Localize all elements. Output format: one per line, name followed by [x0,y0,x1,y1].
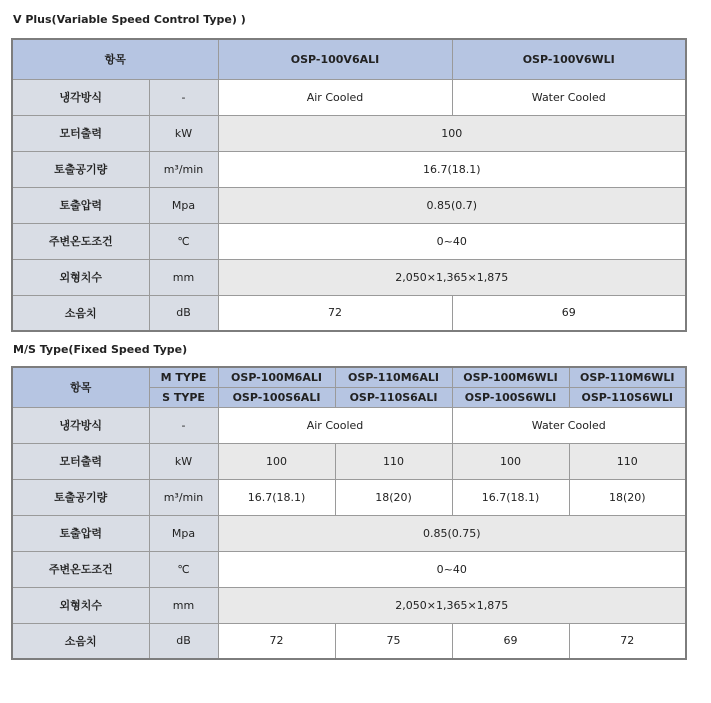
row-label: 냉각방식 [12,79,149,115]
row-value: 0~40 [218,223,686,259]
row-value: 100 [218,443,335,479]
table-row [12,115,686,151]
table-row [12,479,686,515]
row-value: 16.7(18.1) [452,479,569,515]
row-label: 토출공기량 [12,479,149,515]
row-unit: kW [149,115,218,151]
table-row [12,443,686,479]
table-row [12,407,686,443]
header-s-model: OSP-110S6WLI [569,387,686,407]
table-row [12,79,686,115]
row-unit: kW [149,443,218,479]
table-row [12,259,686,295]
table-row [12,551,686,587]
table-header-row-m [12,367,686,387]
row-label: 냉각방식 [12,407,149,443]
row-unit: Mpa [149,515,218,551]
header-item: 항목 [12,367,149,407]
row-label: 소음치 [12,623,149,659]
row-unit: dB [149,295,218,331]
row-label: 소음치 [12,295,149,331]
row-value: 110 [569,443,686,479]
row-value: 69 [452,295,686,331]
table-row [12,187,686,223]
row-value: 100 [218,115,686,151]
row-unit: Mpa [149,187,218,223]
table-row [12,623,686,659]
row-value: Air Cooled [218,407,452,443]
row-label: 외형치수 [12,587,149,623]
row-unit: ℃ [149,551,218,587]
row-unit: mm [149,587,218,623]
header-s-type: S TYPE [149,387,218,407]
row-label: 주변온도조건 [12,551,149,587]
header-model-2: OSP-100V6WLI [452,39,686,79]
row-value: 0~40 [218,551,686,587]
header-s-model: OSP-100S6WLI [452,387,569,407]
row-label: 외형치수 [12,259,149,295]
table-row [12,295,686,331]
row-value: 69 [452,623,569,659]
vplus-title: V Plus(Variable Speed Control Type) ) [13,13,246,26]
row-label: 모터출력 [12,115,149,151]
table-header-row [12,39,686,79]
row-unit: ℃ [149,223,218,259]
header-m-type: M TYPE [149,367,218,387]
row-value: 0.85(0.7) [218,187,686,223]
row-unit: mm [149,259,218,295]
row-value: 2,050×1,365×1,875 [218,259,686,295]
header-s-model: OSP-110S6ALI [335,387,452,407]
header-m-model: OSP-110M6WLI [569,367,686,387]
header-model-1: OSP-100V6ALI [218,39,452,79]
header-m-model: OSP-100M6ALI [218,367,335,387]
row-value: 2,050×1,365×1,875 [218,587,686,623]
ms-spec-table [11,366,687,660]
row-value: 18(20) [335,479,452,515]
row-value: Air Cooled [218,79,452,115]
table-row [12,151,686,187]
row-value: 72 [218,623,335,659]
row-label: 토출압력 [12,187,149,223]
header-item: 항목 [12,39,218,79]
row-value: Water Cooled [452,407,686,443]
row-value: 18(20) [569,479,686,515]
row-unit: - [149,79,218,115]
row-unit: m³/min [149,151,218,187]
row-unit: m³/min [149,479,218,515]
row-label: 토출압력 [12,515,149,551]
row-value: Water Cooled [452,79,686,115]
ms-title: M/S Type(Fixed Speed Type) [13,343,188,356]
row-value: 75 [335,623,452,659]
row-value: 72 [569,623,686,659]
row-value: 100 [452,443,569,479]
row-value: 0.85(0.75) [218,515,686,551]
row-label: 토출공기량 [12,151,149,187]
row-value: 16.7(18.1) [218,479,335,515]
header-m-model: OSP-100M6WLI [452,367,569,387]
row-value: 16.7(18.1) [218,151,686,187]
row-unit: dB [149,623,218,659]
table-row [12,223,686,259]
vplus-spec-table [11,38,687,332]
header-m-model: OSP-110M6ALI [335,367,452,387]
row-value: 72 [218,295,452,331]
row-label: 주변온도조건 [12,223,149,259]
table-row [12,587,686,623]
row-unit: - [149,407,218,443]
row-label: 모터출력 [12,443,149,479]
header-s-model: OSP-100S6ALI [218,387,335,407]
row-value: 110 [335,443,452,479]
table-row [12,515,686,551]
